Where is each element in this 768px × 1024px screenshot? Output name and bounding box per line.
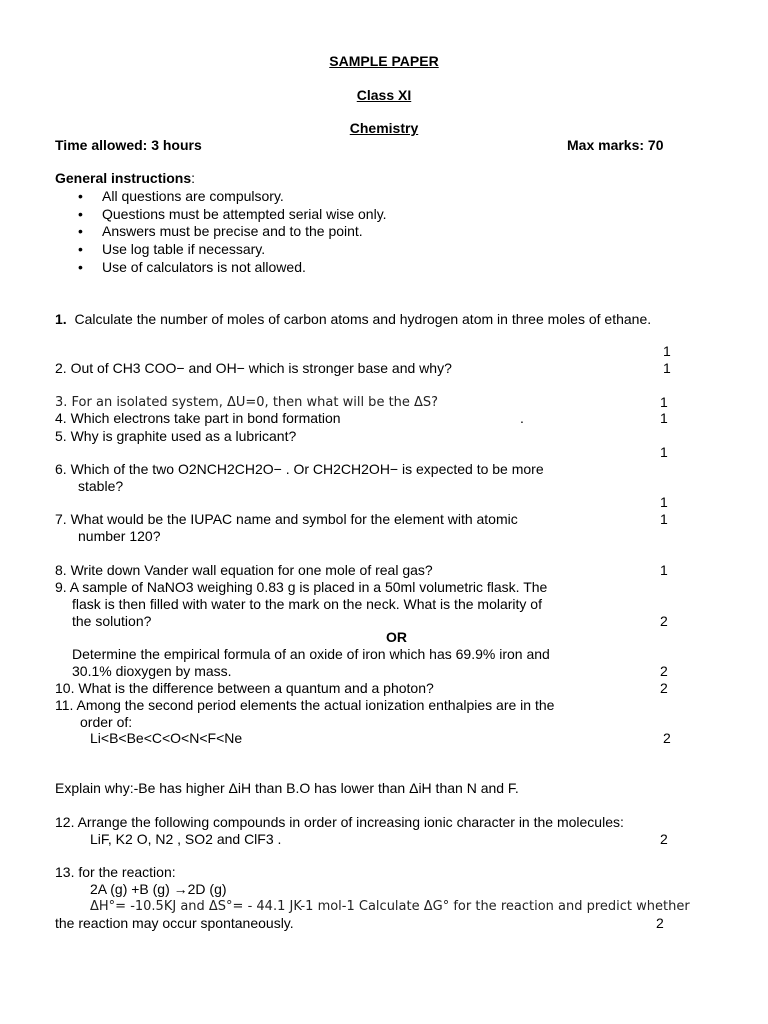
question-9-mark: 2 [660, 613, 668, 629]
question-9-line-3: the solution? [72, 613, 152, 629]
question-1-mark: 1 [663, 343, 671, 359]
instruction-item: • Answers must be precise and to the point. [102, 223, 363, 240]
question-10: 10. What is the difference between a quantum and a photon? [55, 680, 434, 696]
question-9-alt-mark: 2 [660, 663, 668, 679]
or-separator: OR [386, 629, 407, 645]
question-13-mark: 2 [656, 915, 664, 931]
question-2-mark: 1 [663, 360, 671, 376]
question-3: 3. For an isolated system, ΔU=0, then what will be the ΔS? [55, 395, 439, 410]
question-11-explain: Explain why:-Be has higher ΔiH than B.O has lower than ΔiH than N and F. [55, 780, 519, 796]
instructions-heading-text: General instructions [55, 170, 192, 186]
ionization-order: Li<B<Be<C<O<N<F<Ne [90, 730, 243, 746]
question-13-line-4: the reaction may occur spontaneously. [55, 915, 294, 931]
question-11-line-1: 11. Among the second period elements the actual ionization enthalpies are in the [55, 697, 555, 713]
question-6-line-2: stable? [78, 478, 124, 494]
question-9-line-2: flask is then filled with water to the mark on the neck. What is the molarity of [72, 596, 542, 612]
question-7-line-2: number 120? [78, 528, 161, 544]
question-12-compounds: LiF, K2 O, N2 , SO2 and ClF3 . [90, 831, 282, 847]
question-5-mark: 1 [660, 444, 668, 460]
instruction-item: • All questions are compulsory. [102, 188, 284, 205]
question-5: 5. Why is graphite used as a lubricant? [55, 428, 297, 444]
question-9-alt-line-2: 30.1% dioxygen by mass. [72, 663, 232, 679]
question-1 [55, 311, 651, 328]
question-7-line-1: 7. What would be the IUPAC name and symbol for the element with atomic [55, 511, 518, 527]
time-allowed: Time allowed: 3 hours [55, 137, 202, 153]
question-8: 8. Write down Vander wall equation for one mole of real gas? [55, 562, 433, 578]
instructions-heading [55, 170, 195, 187]
question-1-text: Calculate the number of moles of carbon atoms and hydrogen atom in three moles of ethane. [74, 311, 652, 327]
question-13-reaction: 2A (g) +B (g) →2D (g) [90, 881, 227, 897]
question-12-line-1: 12. Arrange the following compounds in order of increasing ionic character in the molecules: [55, 814, 624, 830]
question-11-line-2: order of: [80, 714, 133, 730]
max-marks: Max marks: 70 [567, 137, 664, 153]
question-4: 4. Which electrons take part in bond formation [55, 410, 341, 426]
question-9-alt-line-1: Determine the empirical formula of an oxide of iron which has 69.9% iron and [72, 646, 550, 662]
instructions-colon: : [191, 170, 196, 186]
question-7-mark: 1 [660, 511, 668, 527]
instruction-item: • Use of calculators is not allowed. [102, 259, 306, 276]
question-4-mark: 1 [660, 410, 668, 426]
question-13-line-1: 13. for the reaction: [55, 864, 176, 880]
question-8-mark: 1 [660, 562, 668, 578]
instruction-item: • Use log table if necessary. [102, 241, 265, 258]
question-4-dot: . [520, 410, 524, 426]
subject-label: Chemistry [349, 120, 419, 136]
question-12-mark: 2 [660, 831, 668, 847]
question-9-line-1: 9. A sample of NaNO3 weighing 0.83 g is placed in a 50ml volumetric flask. The [55, 579, 548, 595]
instruction-item: • Questions must be attempted serial wise only. [102, 206, 387, 223]
question-6-line-1: 6. Which of the two O2NCH2CH2O− . Or CH2CH2OH− is expected to be more [55, 461, 544, 477]
question-3-mark: 1 [660, 394, 668, 410]
question-2: 2. Out of CH3 COO− and OH− which is stronger base and why? [55, 360, 452, 376]
question-10-mark: 2 [660, 680, 668, 696]
question-11-mark: 2 [663, 730, 671, 746]
question-6-mark: 1 [660, 494, 668, 510]
question-13-thermo: ΔH°= -10.5KJ and ΔS°= - 44.1 JK-1 mol-1 Calculate ΔG° for the reaction and predict whether [90, 899, 690, 914]
question-1-number: 1. [55, 311, 67, 327]
class-label: Class XI [356, 87, 412, 103]
paper-title: SAMPLE PAPER [329, 53, 439, 69]
